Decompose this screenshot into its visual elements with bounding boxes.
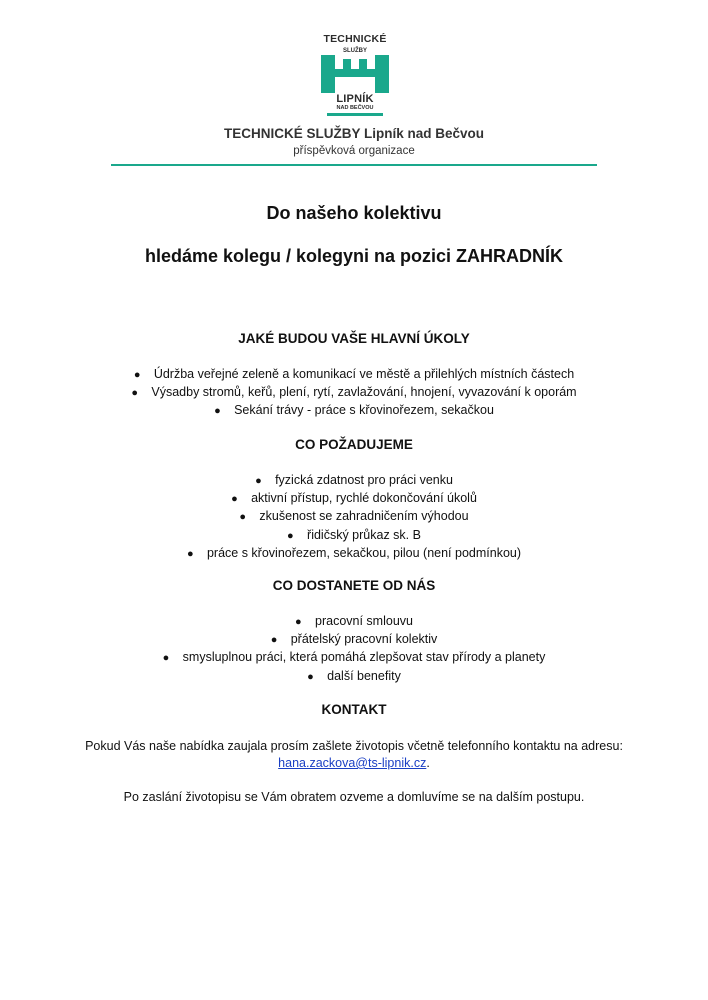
bullet-icon: ● xyxy=(239,511,247,524)
bullet-icon: ● xyxy=(133,369,141,381)
logo-text-line3: LIPNÍK xyxy=(336,93,374,105)
list-item: ● fyzická zdatnost pro práci venku xyxy=(0,472,708,490)
list-item: ● Sekání trávy - práce s křovinořezem, sekačkou xyxy=(0,402,708,420)
contact-instructions: Pokud Vás naše nabídka zaujala prosím zašlete životopis včetně telefonního kontaktu na adresu: xyxy=(85,739,623,753)
list-item: ● aktivní přístup, rychlé dokončování úkolů xyxy=(0,490,708,508)
section-title-requirements: CO POŽADUJEME xyxy=(295,437,413,452)
section-title-contact: KONTAKT xyxy=(321,702,387,717)
bullet-icon: ● xyxy=(295,616,302,628)
requirements-list xyxy=(0,472,708,563)
section-title-benefits: CO DOSTANETE OD NÁS xyxy=(272,578,436,593)
bullet-icon: ● xyxy=(162,652,170,665)
organization-name: TECHNICKÉ SLUŽBY Lipník nad Bečvou xyxy=(223,126,485,141)
list-item: ● Údržba veřejné zeleně a komunikací ve městě a přilehlých místních částech xyxy=(0,366,708,384)
section-title-tasks: JAKÉ BUDOU VAŠE HLAVNÍ ÚKOLY xyxy=(238,331,470,346)
list-item: ● další benefity xyxy=(0,668,708,686)
logo-text-line2: SLUŽBY xyxy=(343,48,367,54)
bullet-icon: ● xyxy=(186,547,194,560)
list-item: ● pracovní smlouvu xyxy=(0,613,708,631)
benefits-list xyxy=(0,613,708,686)
logo-text-line1: TECHNICKÉ xyxy=(323,33,387,45)
headline-line2: hledáme kolegu / kolegyni na pozici ZAHRADNÍK xyxy=(144,246,564,266)
list-item: ● smysluplnou práci, která pomáhá zlepšovat stav přírody a planety xyxy=(0,649,708,667)
header-divider xyxy=(111,164,597,166)
list-item: ● Výsadby stromů, keřů, plení, rytí, zavlažování, hnojení, vyvazování k oporám xyxy=(0,384,708,402)
list-item: ● zkušenost se zahradničením výhodou xyxy=(0,508,708,526)
email-suffix: . xyxy=(426,756,430,770)
logo-underline xyxy=(327,113,383,116)
bullet-icon: ● xyxy=(231,493,238,506)
contact-email-link[interactable]: hana.zackova@ts-lipnik.cz xyxy=(278,756,427,770)
list-item: ● přátelský pracovní kolektiv xyxy=(0,631,708,649)
contact-email-line xyxy=(0,755,708,772)
logo-text-line4: NAD BEČVOU xyxy=(336,105,374,111)
bullet-icon: ● xyxy=(214,405,221,418)
list-item: ● práce s křovinořezem, sekačkou, pilou (není podmínkou) xyxy=(0,545,708,563)
company-logo xyxy=(319,33,391,111)
bullet-icon: ● xyxy=(270,634,278,647)
tasks-list xyxy=(0,366,708,421)
bullet-icon: ● xyxy=(307,670,314,683)
organization-type: příspěvková organizace xyxy=(293,145,415,157)
bullet-icon: ● xyxy=(255,475,262,487)
contact-followup: Po zaslání životopisu se Vám obratem ozveme a domluvíme se na dalším postupu. xyxy=(123,790,585,804)
logo-emblem-icon xyxy=(321,55,389,93)
bullet-icon: ● xyxy=(287,529,294,542)
headline-line1: Do našeho kolektivu xyxy=(266,203,442,223)
bullet-icon: ● xyxy=(131,387,139,400)
list-item: ● řidičský průkaz sk. B xyxy=(0,527,708,545)
